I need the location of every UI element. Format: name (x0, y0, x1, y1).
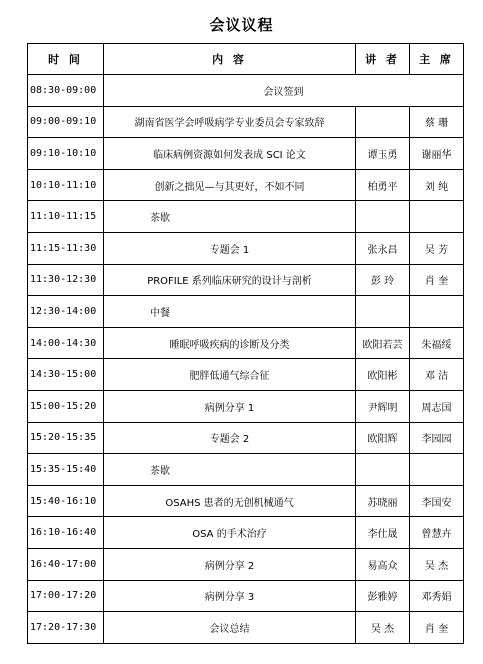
speaker-cell (356, 454, 410, 486)
time-cell: 10:10-11:10 (28, 169, 104, 201)
chair-cell: 肖 奎 (410, 612, 464, 644)
chair-cell: 肖 奎 (410, 264, 464, 296)
table-row (28, 106, 464, 138)
chair-cell: 邓 洁 (410, 359, 464, 391)
header-row (28, 44, 464, 75)
header-speaker: 讲 者 (356, 44, 410, 75)
table-row (28, 138, 464, 170)
content-cell: 湖南省医学会呼吸病学专业委员会专家致辞 (104, 106, 356, 138)
chair-cell: 朱福绥 (410, 327, 464, 359)
speaker-cell: 彭 玲 (356, 264, 410, 296)
chair-cell: 曾慧卉 (410, 517, 464, 549)
time-cell: 16:40-17:00 (28, 548, 104, 580)
speaker-cell: 吴 杰 (356, 612, 410, 644)
chair-cell: 吴 芳 (410, 232, 464, 264)
speaker-cell (356, 296, 410, 328)
speaker-cell (356, 106, 410, 138)
content-cell: 睡眠呼吸疾病的诊断及分类 (104, 327, 356, 359)
time-cell: 15:20-15:35 (28, 422, 104, 454)
table-row (28, 264, 464, 296)
time-cell: 17:00-17:20 (28, 580, 104, 612)
table-row (28, 201, 464, 233)
time-cell: 11:15-11:30 (28, 232, 104, 264)
header-time: 时 间 (28, 44, 104, 75)
content-cell: 茶歇 (104, 201, 356, 233)
content-cell: 会议总结 (104, 612, 356, 644)
time-cell: 15:00-15:20 (28, 390, 104, 422)
speaker-cell: 欧阳辉 (356, 422, 410, 454)
time-cell: 11:30-12:30 (28, 264, 104, 296)
time-cell: 12:30-14:00 (28, 296, 104, 328)
time-cell: 16:10-16:40 (28, 517, 104, 549)
content-cell: 会议签到 (104, 75, 464, 107)
speaker-cell: 苏晓丽 (356, 485, 410, 517)
content-cell: 病例分享 3 (104, 580, 356, 612)
table-row (28, 296, 464, 328)
page-title: 会议议程 (209, 16, 274, 34)
table-row (28, 169, 464, 201)
time-cell: 09:10-10:10 (28, 138, 104, 170)
time-cell: 15:35-15:40 (28, 454, 104, 486)
chair-cell: 李国安 (410, 485, 464, 517)
speaker-cell: 谭玉勇 (356, 138, 410, 170)
agenda-table (27, 43, 464, 644)
time-cell: 11:10-11:15 (28, 201, 104, 233)
header-chair: 主 席 (410, 44, 464, 75)
speaker-cell: 柏勇平 (356, 169, 410, 201)
speaker-cell: 欧阳若芸 (356, 327, 410, 359)
chair-cell (410, 201, 464, 233)
table-row (28, 359, 464, 391)
chair-cell: 周志国 (410, 390, 464, 422)
speaker-cell (356, 201, 410, 233)
time-cell: 14:30-15:00 (28, 359, 104, 391)
speaker-cell: 彭雅婷 (356, 580, 410, 612)
content-cell: PROFILE 系列临床研究的设计与剖析 (104, 264, 356, 296)
chair-cell: 吴 杰 (410, 548, 464, 580)
table-row (28, 390, 464, 422)
table-row (28, 454, 464, 486)
chair-cell: 蔡 珊 (410, 106, 464, 138)
chair-cell (410, 454, 464, 486)
time-cell: 08:30-09:00 (28, 75, 104, 107)
table-row (28, 232, 464, 264)
speaker-cell: 张永昌 (356, 232, 410, 264)
table-row (28, 517, 464, 549)
table-row (28, 327, 464, 359)
time-cell: 09:00-09:10 (28, 106, 104, 138)
chair-cell: 李园园 (410, 422, 464, 454)
chair-cell: 刘 纯 (410, 169, 464, 201)
speaker-cell: 李仕晟 (356, 517, 410, 549)
content-cell: 创新之拙见—与其更好，不如不同 (104, 169, 356, 201)
speaker-cell: 易高众 (356, 548, 410, 580)
content-cell: 中餐 (104, 296, 356, 328)
speaker-cell: 欧阳彬 (356, 359, 410, 391)
content-cell: 病例分享 1 (104, 390, 356, 422)
table-row (28, 75, 464, 107)
content-cell: 专题会 1 (104, 232, 356, 264)
time-cell: 14:00-14:30 (28, 327, 104, 359)
table-row (28, 485, 464, 517)
table-row (28, 548, 464, 580)
content-cell: OSAHS 患者的无创机械通气 (104, 485, 356, 517)
header-content: 内 容 (104, 44, 356, 75)
content-cell: 茶歇 (104, 454, 356, 486)
agenda-body (28, 75, 464, 644)
content-cell: 专题会 2 (104, 422, 356, 454)
content-cell: 临床病例资源如何发表成 SCI 论文 (104, 138, 356, 170)
chair-cell: 邓秀娟 (410, 580, 464, 612)
table-row (28, 422, 464, 454)
time-cell: 15:40-16:10 (28, 485, 104, 517)
time-cell: 17:20-17:30 (28, 612, 104, 644)
chair-cell: 谢丽华 (410, 138, 464, 170)
content-cell: 肥胖低通气综合征 (104, 359, 356, 391)
chair-cell (410, 296, 464, 328)
table-row (28, 612, 464, 644)
speaker-cell: 尹辉明 (356, 390, 410, 422)
content-cell: OSA 的手术治疗 (104, 517, 356, 549)
content-cell: 病例分享 2 (104, 548, 356, 580)
table-row (28, 580, 464, 612)
